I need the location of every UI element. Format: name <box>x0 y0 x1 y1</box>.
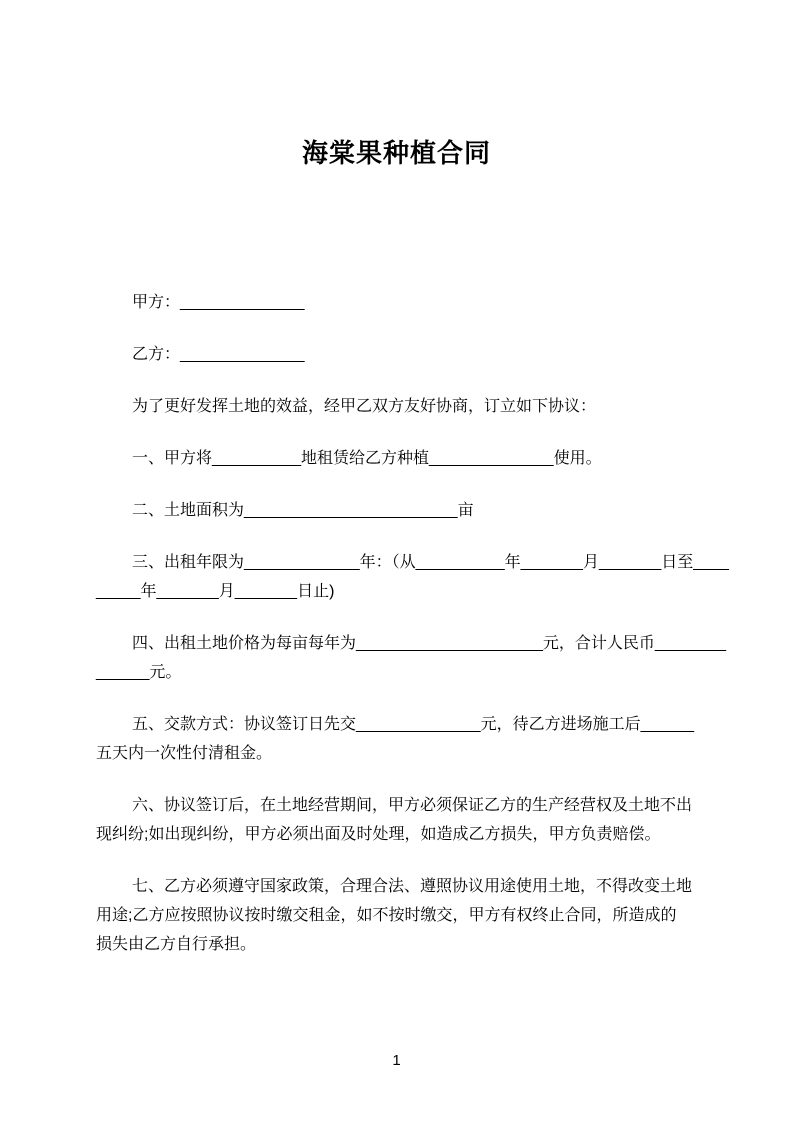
preamble <box>96 392 705 421</box>
paragraph-line: 乙方：______________ <box>132 346 305 363</box>
paragraph-line: 为了更好发挥土地的效益，经甲乙双方友好协商，订立如下协议： <box>132 398 597 415</box>
paragraph-line: 四、出租土地价格为每亩每年为_____________________元，合计人民币________ <box>132 635 727 652</box>
paragraph-line: 一、甲方将__________地租赁给乙方种植______________使用。 <box>132 450 602 467</box>
paragraph-line: 二、土地面积为________________________亩 <box>132 502 474 519</box>
paragraph-line: 三、出租年限为_____________年：（从__________年_______月_______日至____ <box>132 554 729 571</box>
paragraph-line: 五天内一次性付清租金。 <box>96 745 273 762</box>
clause-7 <box>96 872 705 959</box>
document-body <box>96 288 729 959</box>
paragraph-line: 甲方：______________ <box>132 294 305 311</box>
paragraph-line: 六、协议签订后，在土地经营期间，甲方必须保证乙方的生产经营权及土地不出 <box>132 797 693 814</box>
paragraph-line: ______元。 <box>96 664 182 681</box>
paragraph-line: 七、乙方必须遵守国家政策，合理合法、遵照协议用途使用土地，不得改变土地 <box>132 878 693 895</box>
paragraph-line: _____年_______月_______日止) <box>96 583 335 600</box>
clause-3 <box>96 548 729 606</box>
paragraph-line: 现纠纷;如出现纠纷，甲方必须出面及时处理，如造成乙方损失，甲方负责赔偿。 <box>96 826 661 843</box>
paragraph-line: 五、交款方式：协议签订日先交______________元，待乙方进场施工后______ <box>132 716 694 733</box>
clause-2 <box>96 496 705 525</box>
clause-1 <box>96 444 705 473</box>
party-b-line <box>96 340 705 369</box>
clause-4 <box>96 629 727 687</box>
document-title: 海棠果种植合同 <box>301 138 491 168</box>
paragraph-line: 用途;乙方应按照协议按时缴交租金，如不按时缴交，甲方有权终止合同，所造成的 <box>96 907 677 924</box>
page-number: 1 <box>392 1052 401 1069</box>
party-a-line <box>96 288 705 317</box>
paragraph-line: 损失由乙方自行承担。 <box>96 936 257 953</box>
clause-5 <box>96 710 705 768</box>
clause-6 <box>96 791 705 849</box>
